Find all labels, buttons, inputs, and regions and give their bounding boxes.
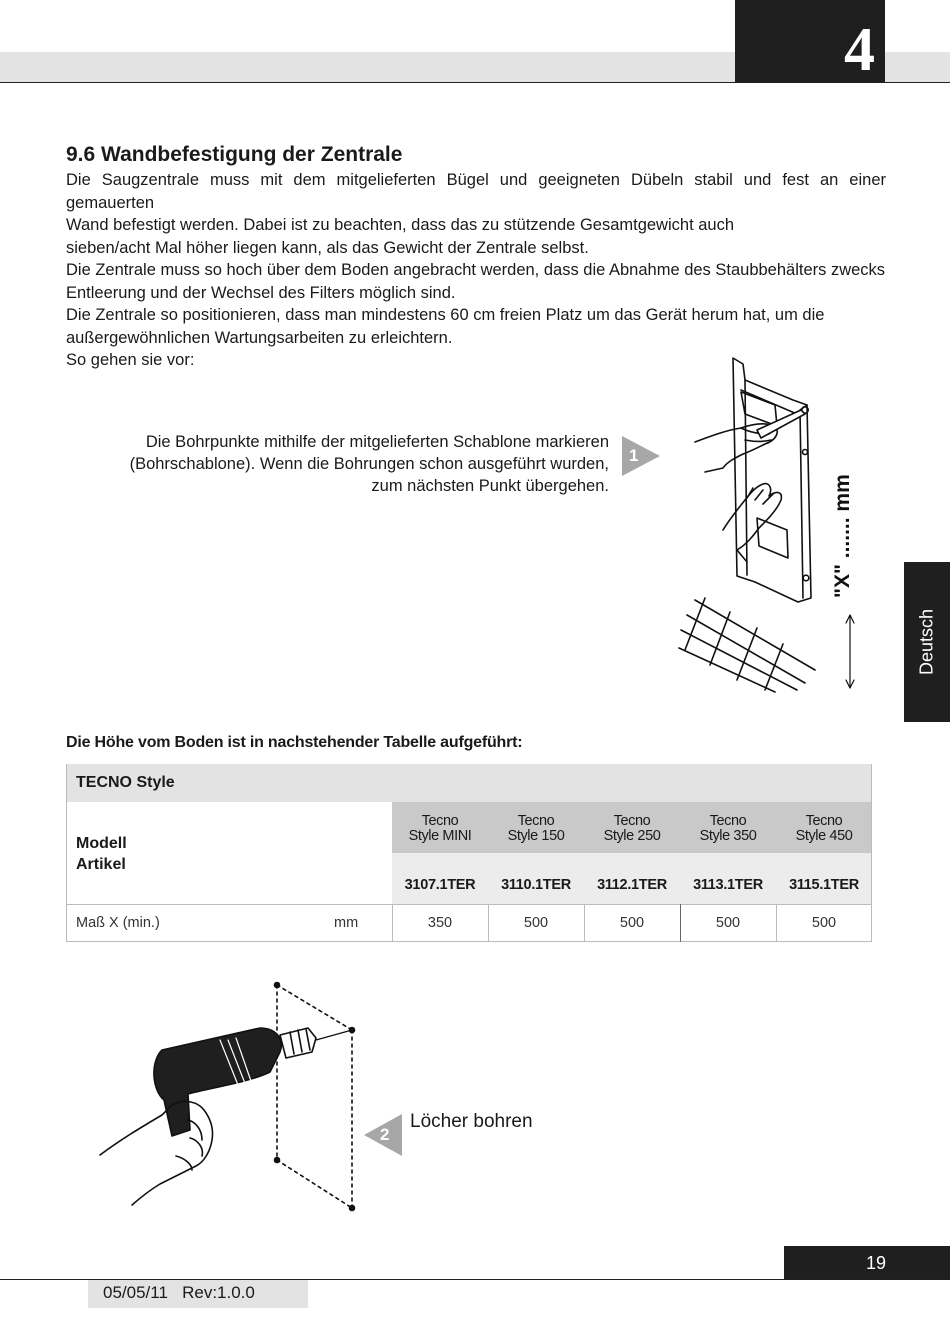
section-body <box>66 169 886 372</box>
triangle-icon <box>622 436 660 476</box>
step-2-text: Löcher bohren <box>410 1111 533 1132</box>
article-code-1: 3107.1TER <box>404 877 476 893</box>
section-title: 9.6 Wandbefestigung der Zentrale <box>66 143 403 166</box>
table-border-right <box>871 764 872 942</box>
height-table <box>66 764 872 942</box>
language-tab <box>904 562 950 722</box>
model-name-5: Tecno Style 450 <box>795 813 853 844</box>
step-1-badge <box>622 436 660 476</box>
measure-label: Maß X (min.) <box>76 915 160 931</box>
language-label: Deutsch <box>916 608 937 676</box>
step-2-badge <box>364 1114 402 1154</box>
revision-text: 05/05/11 Rev:1.0.0 <box>103 1283 255 1302</box>
table-col-divider <box>392 904 393 942</box>
step-1-text: Die Bohrpunkte mithilfe der mitgelieferten Schablone markieren (Bohrschablone). Wenn die Bohrungen schon ausgeführt wurden, zum nächsten Punkt übergehen. <box>129 433 609 495</box>
paragraph-1b: Wand befestigt werden. Dabei ist zu beachten, dass das zu stützende Gesamtgewicht auch <box>66 216 735 234</box>
model-name-2: Tecno Style 150 <box>507 813 565 844</box>
paragraph-3: Die Zentrale so positionieren, dass man mindestens 60 cm freien Platz um das Gerät herum hat, um die außergewöhnlichen Wartungsarbeiten zu erleichtern. <box>66 306 825 347</box>
article-code-4: 3113.1TER <box>693 877 763 893</box>
paragraph-2: Die Zentrale muss so hoch über dem Boden angebracht werden, dass die Abnahme des Staubbehälters zwecks Entleerung und der Wechsel des Filters möglich sind. <box>66 261 886 302</box>
model-row-label: Modell <box>76 835 127 852</box>
paragraph-4: So gehen sie vor: <box>66 351 195 369</box>
table-border-bottom <box>66 941 872 942</box>
table-col-divider <box>584 904 585 942</box>
page-number: 19 <box>865 1253 886 1273</box>
template-marking-illustration <box>665 350 870 695</box>
table-col-divider <box>680 904 681 942</box>
step-1-number: 1 <box>629 446 639 465</box>
measure-value-5: 500 <box>811 915 837 931</box>
table-intro: Die Höhe vom Boden ist in nachstehender Tabelle aufgeführt: <box>66 734 523 751</box>
revision-box <box>88 1280 308 1308</box>
table-title: TECNO Style <box>76 774 175 791</box>
article-row-label: Artikel <box>76 856 126 873</box>
table-row-divider <box>66 904 872 905</box>
table-col-divider <box>488 904 489 942</box>
measure-value-2: 500 <box>523 915 549 931</box>
step-2-number: 2 <box>380 1125 390 1144</box>
article-code-3: 3112.1TER <box>597 877 667 893</box>
model-name-1: Tecno Style MINI <box>408 813 472 844</box>
table-border-left <box>66 764 67 942</box>
table-title-row <box>66 764 872 802</box>
article-code-5: 3115.1TER <box>789 877 859 893</box>
measure-unit: mm <box>334 915 359 931</box>
paragraph-1c: sieben/acht Mal höher liegen kann, als das Gewicht der Zentrale selbst. <box>66 238 589 257</box>
article-code-2: 3110.1TER <box>501 877 571 893</box>
chapter-number: 4 <box>844 16 875 84</box>
dimension-label: "X" ....... mm <box>831 474 854 598</box>
model-name-4: Tecno Style 350 <box>699 813 757 844</box>
measure-value-3: 500 <box>619 915 645 931</box>
chapter-marker <box>735 0 885 83</box>
table-col-divider <box>776 904 777 942</box>
measure-value-4: 500 <box>715 915 741 931</box>
paragraph-1a: Die Saugzentrale muss mit dem mitgelieferten Bügel und geeigneten Dübeln stabil und fest an einer gemauerten <box>66 171 886 212</box>
model-name-3: Tecno Style 250 <box>603 813 661 844</box>
page-number-box <box>784 1246 950 1280</box>
measure-value-1: 350 <box>427 915 453 931</box>
drilling-illustration <box>80 980 370 1225</box>
